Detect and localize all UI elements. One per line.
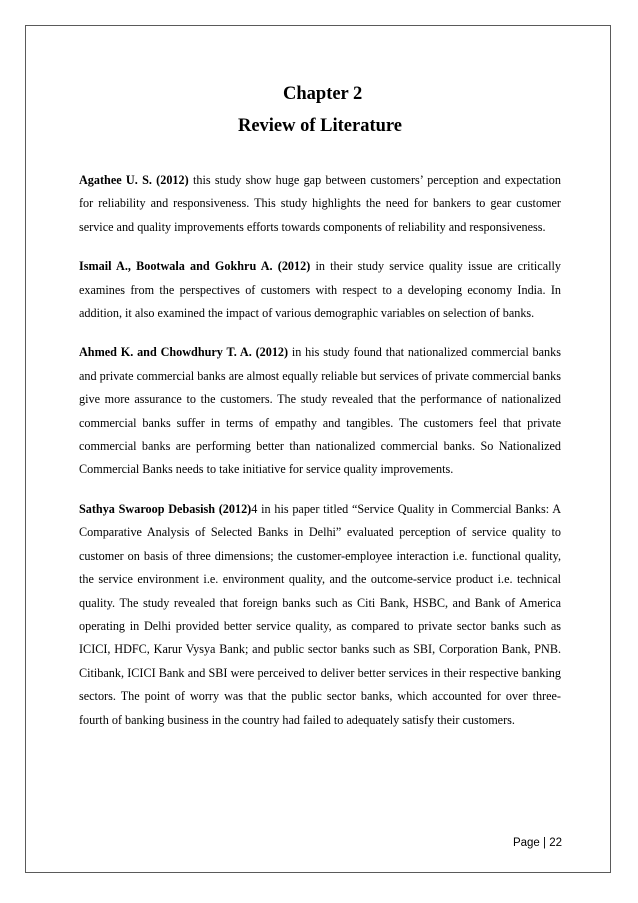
paragraph-spacer	[79, 482, 561, 498]
citation-author: Agathee U. S. (2012)	[79, 173, 189, 187]
paragraph-text: in his study found that nationalized commercial banks and private commercial banks are almost equally reliable but services of private commercial banks give more assurance to the customers. The study revealed that the performance of nationalized commercial banks suffer in terms of empathy and tangibles. The customers feel that private commercial banks are performing better than nationalized commercial banks. So Nationalized Commercial Banks needs to take initiative for service quality improvements.	[79, 345, 561, 477]
citation-author: Sathya Swaroop Debasish (2012)	[79, 501, 252, 516]
review-paragraph-sathya	[79, 498, 561, 732]
page-number-footer: Page | 22	[512, 837, 562, 849]
chapter-number-title: Chapter 2	[283, 84, 363, 104]
review-paragraph-agathee	[79, 169, 561, 239]
citation-author: Ismail A., Bootwala and Gokhru A. (2012)	[79, 259, 311, 274]
paragraph-text: 4 in his paper titled “Service Quality in Commercial Banks: A Comparative Analysis of Selected Banks in Delhi” evaluated perception of service quality to customer on basis of three dimensions; the customer-employee interaction i.e. functional quality, the service environment i.e. environment quality, and the outcome-service product i.e. technical quality. The study revealed that foreign banks such as Citi Bank, HSBC, and Bank of America operating in Delhi provided better service quality, as compared to private sector banks such as ICICI, HDFC, Karur Vysya Bank; and public sector banks such as SBI, Corporation Bank, PNB. Citibank, ICICI Bank and SBI were perceived to deliver better services in their respective banking sectors. The point of worry was that the public sector banks, which accounted for over three-fourth of banking business in the country had failed to adequately satisfy their customers.	[79, 501, 562, 727]
literature-review-body	[79, 169, 561, 732]
paragraph-text: this study show huge gap between customers’ perception and expectation for reliability and responsiveness. This study highlights the need for bankers to gear customer service and quality improvements efforts towards components of reliability and responsiveness.	[79, 173, 561, 234]
review-paragraph-ismail	[79, 255, 561, 325]
review-paragraph-ahmed	[79, 341, 561, 481]
paragraph-spacer	[79, 239, 561, 255]
paragraph-spacer	[79, 325, 561, 341]
paragraph-text: in their study service quality issue are critically examines from the perspectives of customers with respect to a developing economy India. In addition, it also examined the impact of various demographic variables on selection of banks.	[79, 259, 561, 321]
citation-author: Ahmed K. and Chowdhury T. A. (2012)	[79, 345, 289, 360]
chapter-name-title: Review of Literature	[237, 116, 403, 136]
